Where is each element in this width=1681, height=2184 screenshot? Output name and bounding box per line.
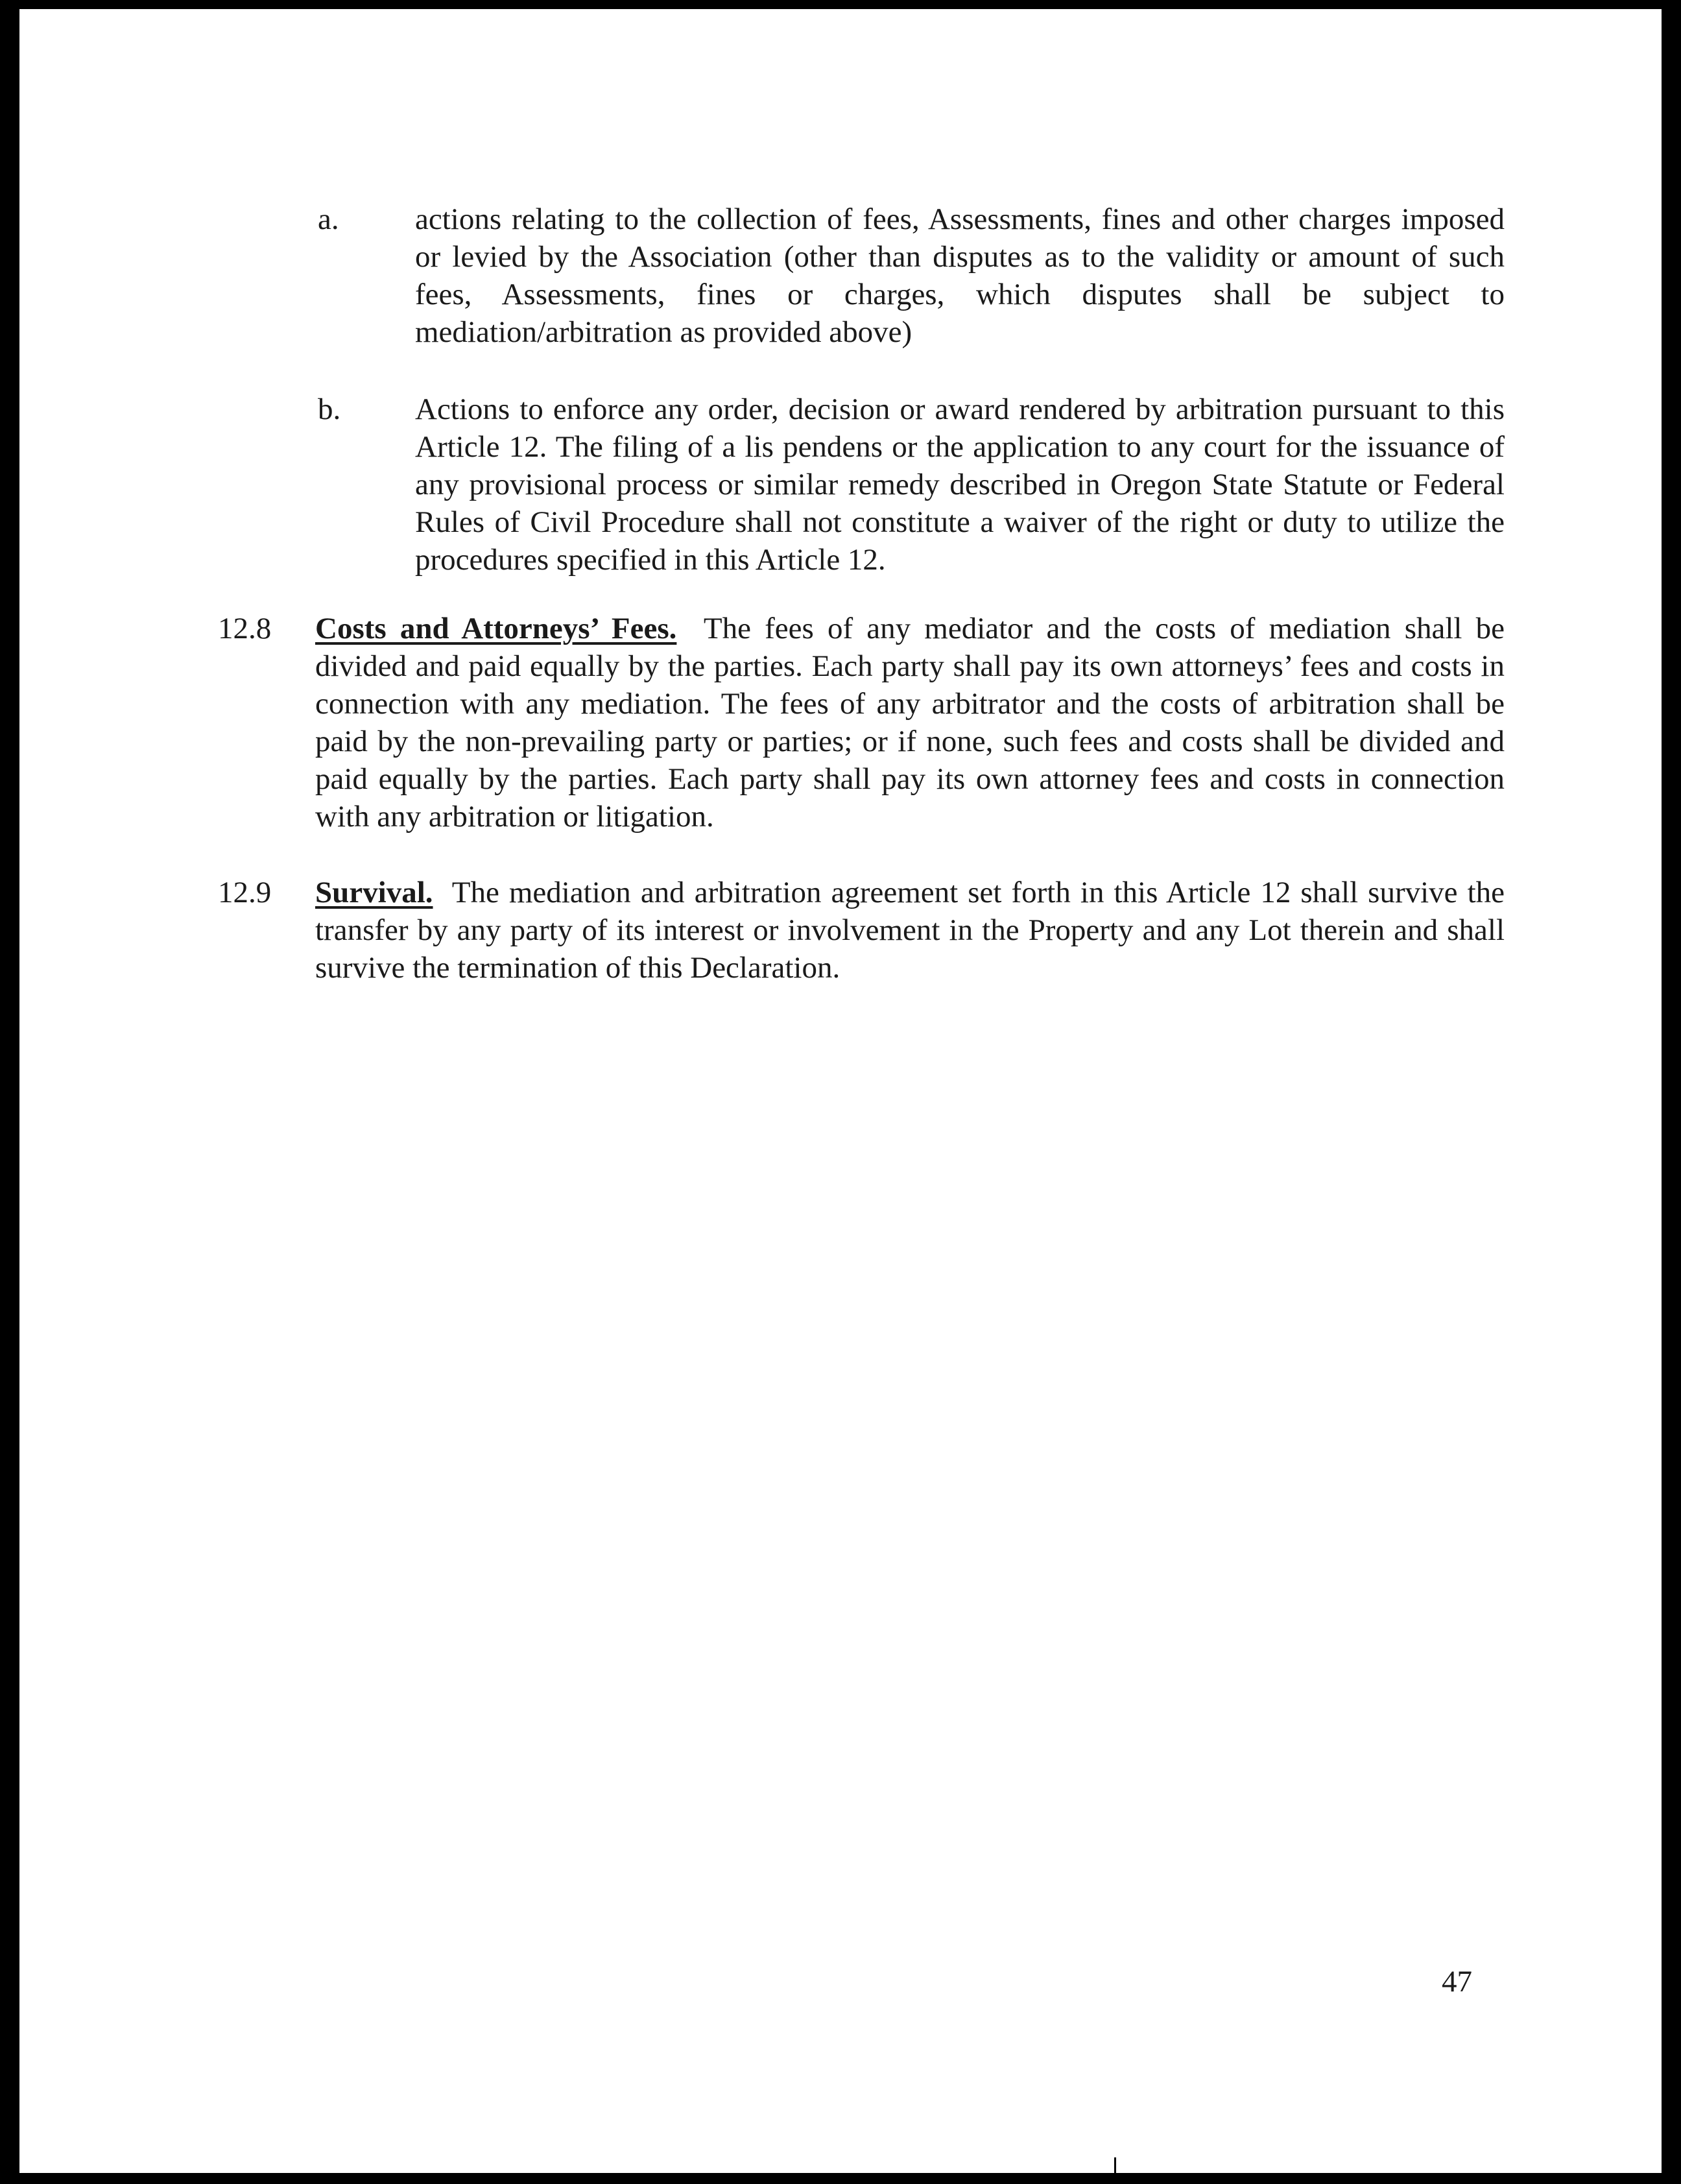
section-12-9-number: 12.9 [218, 876, 272, 909]
item-a-text: actions relating to the collection of fees, Assessments, fines and other charges imposed or levied by the Association (other than disputes as to the validity or amount of such fees, Assessments, fines or charges, which disputes shall be subject to mediation/arbitration as provided above) [415, 202, 1505, 349]
scan-mark [1114, 2157, 1116, 2173]
section-12-8-text: The fees of any mediator and the costs of mediation shall be divided and paid equally by the parties. Each party shall pay its own attorneys’ fees and costs in connection with any mediation. The fees of any arbitrator and the costs of arbitration shall be paid by the non-prevailing party or parties; or if none, such fees and costs shall be divided and paid equally by the parties. Each party shall pay its own attorney fees and costs in connection with any arbitration or litigation. [315, 612, 1505, 834]
section-12-8-spacer [676, 612, 703, 645]
section-12-9-body [315, 874, 1505, 987]
section-12-9-text: The mediation and arbitration agreement set forth in this Article 12 shall survive the transfer by any party of its interest or involvement in the Property and any Lot therein and shall survive the termination of this Declaration. [315, 876, 1505, 985]
document-page [19, 9, 1662, 2173]
page-number: 47 [1442, 1965, 1472, 1998]
section-12-8-number: 12.8 [218, 612, 272, 645]
item-b-text: Actions to enforce any order, decision or award rendered by arbitration pursuant to this Article 12. The filing of a lis pendens or the application to any court for the issuance of any provisional process or similar remedy described in Oregon State Statute or Federal Rules of Civil Procedure shall not constitute a waiver of the right or duty to utilize the procedures specified in this Article 12. [415, 392, 1505, 577]
section-12-9-heading: Survival. [315, 876, 433, 909]
section-12-8-heading: Costs and Attorneys’ Fees. [315, 612, 677, 645]
section-12-9-spacer [433, 876, 452, 909]
item-a-marker: a. [318, 202, 339, 236]
section-12-8-body [315, 610, 1505, 835]
item-b-marker: b. [318, 392, 341, 426]
